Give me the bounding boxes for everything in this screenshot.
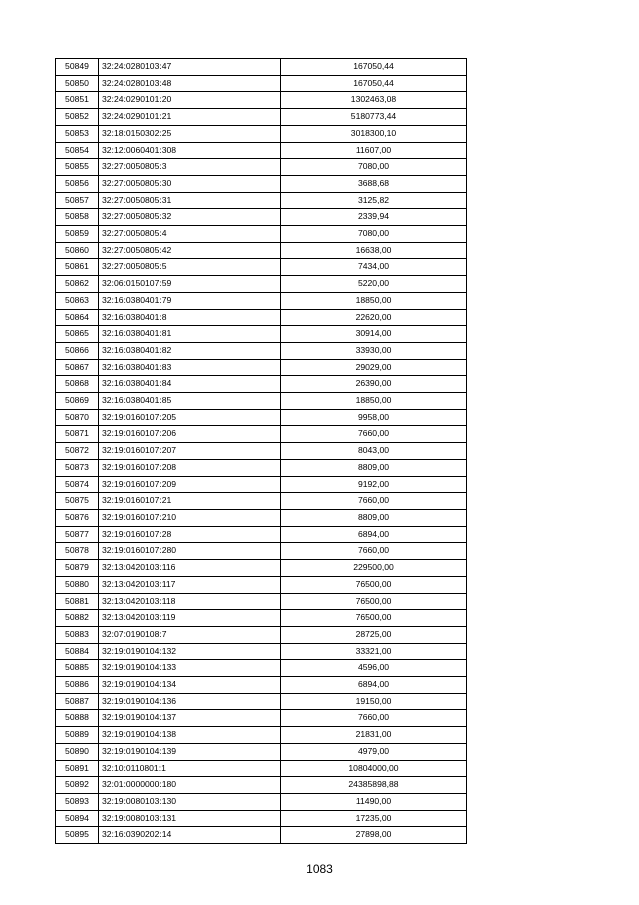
row-number-cell: 50884 [56,643,99,660]
table-row [56,576,467,593]
table-row [56,292,467,309]
table-row [56,710,467,727]
cadastral-number-cell: 32:19:0190104:136 [99,693,281,710]
row-number-cell: 50850 [56,75,99,92]
cadastral-number-cell: 32:13:0420103:119 [99,610,281,627]
cadastral-number-cell: 32:16:0380401:81 [99,326,281,343]
row-number-cell: 50855 [56,159,99,176]
table-row [56,109,467,126]
cadastral-number-cell: 32:27:0050805:3 [99,159,281,176]
value-cell: 2339,94 [281,209,467,226]
records-table-body [56,59,467,844]
table-row [56,242,467,259]
cadastral-number-cell: 32:19:0160107:208 [99,459,281,476]
table-row [56,560,467,577]
cadastral-number-cell: 32:27:0050805:4 [99,226,281,243]
value-cell: 29029,00 [281,359,467,376]
value-cell: 21831,00 [281,727,467,744]
row-number-cell: 50849 [56,59,99,76]
value-cell: 27898,00 [281,827,467,844]
row-number-cell: 50863 [56,292,99,309]
value-cell: 7080,00 [281,226,467,243]
row-number-cell: 50865 [56,326,99,343]
value-cell: 10804000,00 [281,760,467,777]
table-row [56,643,467,660]
row-number-cell: 50875 [56,493,99,510]
value-cell: 22620,00 [281,309,467,326]
row-number-cell: 50854 [56,142,99,159]
cadastral-number-cell: 32:16:0380401:85 [99,393,281,410]
table-row [56,92,467,109]
table-row [56,777,467,794]
value-cell: 17235,00 [281,810,467,827]
row-number-cell: 50862 [56,276,99,293]
cadastral-number-cell: 32:19:0160107:280 [99,543,281,560]
value-cell: 24385898,88 [281,777,467,794]
table-row [56,75,467,92]
row-number-cell: 50867 [56,359,99,376]
row-number-cell: 50890 [56,743,99,760]
value-cell: 167050,44 [281,75,467,92]
value-cell: 229500,00 [281,560,467,577]
value-cell: 4979,00 [281,743,467,760]
value-cell: 11490,00 [281,793,467,810]
value-cell: 28725,00 [281,626,467,643]
row-number-cell: 50870 [56,409,99,426]
value-cell: 76500,00 [281,593,467,610]
cadastral-number-cell: 32:16:0380401:83 [99,359,281,376]
cadastral-number-cell: 32:24:0280103:47 [99,59,281,76]
table-row [56,693,467,710]
table-row [56,610,467,627]
cadastral-number-cell: 32:24:0290101:21 [99,109,281,126]
cadastral-number-cell: 32:27:0050805:31 [99,192,281,209]
cadastral-number-cell: 32:01:0000000:180 [99,777,281,794]
table-row [56,142,467,159]
cadastral-number-cell: 32:27:0050805:5 [99,259,281,276]
row-number-cell: 50893 [56,793,99,810]
cadastral-number-cell: 32:13:0420103:116 [99,560,281,577]
value-cell: 76500,00 [281,576,467,593]
value-cell: 8809,00 [281,509,467,526]
table-row [56,393,467,410]
cadastral-number-cell: 32:19:0160107:21 [99,493,281,510]
value-cell: 33930,00 [281,342,467,359]
table-row [56,426,467,443]
table-row [56,476,467,493]
table-row [56,827,467,844]
table-row [56,209,467,226]
cadastral-number-cell: 32:19:0190104:134 [99,677,281,694]
table-row [56,760,467,777]
value-cell: 3018300,10 [281,125,467,142]
row-number-cell: 50852 [56,109,99,126]
row-number-cell: 50853 [56,125,99,142]
row-number-cell: 50856 [56,175,99,192]
table-row [56,677,467,694]
cadastral-number-cell: 32:07:0190108:7 [99,626,281,643]
cadastral-number-cell: 32:19:0160107:207 [99,443,281,460]
row-number-cell: 50889 [56,727,99,744]
table-row [56,810,467,827]
row-number-cell: 50866 [56,342,99,359]
row-number-cell: 50885 [56,660,99,677]
value-cell: 9192,00 [281,476,467,493]
cadastral-number-cell: 32:19:0160107:28 [99,526,281,543]
row-number-cell: 50874 [56,476,99,493]
row-number-cell: 50891 [56,760,99,777]
row-number-cell: 50871 [56,426,99,443]
cadastral-number-cell: 32:27:0050805:42 [99,242,281,259]
value-cell: 7080,00 [281,159,467,176]
cadastral-number-cell: 32:19:0160107:206 [99,426,281,443]
row-number-cell: 50879 [56,560,99,577]
value-cell: 33321,00 [281,643,467,660]
table-row [56,342,467,359]
cadastral-number-cell: 32:19:0190104:138 [99,727,281,744]
cadastral-number-cell: 32:16:0380401:84 [99,376,281,393]
cadastral-number-cell: 32:13:0420103:118 [99,593,281,610]
table-row [56,59,467,76]
row-number-cell: 50861 [56,259,99,276]
cadastral-number-cell: 32:24:0280103:48 [99,75,281,92]
table-row [56,259,467,276]
page-number: 1083 [306,862,333,876]
cadastral-number-cell: 32:19:0190104:133 [99,660,281,677]
row-number-cell: 50868 [56,376,99,393]
cadastral-number-cell: 32:13:0420103:117 [99,576,281,593]
table-row [56,159,467,176]
cadastral-number-cell: 32:06:0150107:59 [99,276,281,293]
row-number-cell: 50851 [56,92,99,109]
table-row [56,509,467,526]
row-number-cell: 50892 [56,777,99,794]
value-cell: 167050,44 [281,59,467,76]
row-number-cell: 50877 [56,526,99,543]
row-number-cell: 50878 [56,543,99,560]
value-cell: 1302463,08 [281,92,467,109]
table-row [56,727,467,744]
value-cell: 7660,00 [281,543,467,560]
table-row [56,309,467,326]
cadastral-number-cell: 32:10:0110801:1 [99,760,281,777]
value-cell: 3125,82 [281,192,467,209]
row-number-cell: 50872 [56,443,99,460]
value-cell: 26390,00 [281,376,467,393]
row-number-cell: 50882 [56,610,99,627]
row-number-cell: 50864 [56,309,99,326]
value-cell: 4596,00 [281,660,467,677]
table-row [56,593,467,610]
row-number-cell: 50858 [56,209,99,226]
table-row [56,376,467,393]
table-row [56,526,467,543]
value-cell: 8809,00 [281,459,467,476]
cadastral-number-cell: 32:18:0150302:25 [99,125,281,142]
table-row [56,226,467,243]
value-cell: 6894,00 [281,526,467,543]
table-row [56,326,467,343]
table-row [56,459,467,476]
row-number-cell: 50873 [56,459,99,476]
cadastral-number-cell: 32:27:0050805:30 [99,175,281,192]
table-row [56,192,467,209]
cadastral-number-cell: 32:19:0160107:209 [99,476,281,493]
row-number-cell: 50888 [56,710,99,727]
row-number-cell: 50881 [56,593,99,610]
cadastral-number-cell: 32:16:0390202:14 [99,827,281,844]
cadastral-number-cell: 32:27:0050805:32 [99,209,281,226]
cadastral-number-cell: 32:19:0190104:139 [99,743,281,760]
cadastral-number-cell: 32:19:0080103:130 [99,793,281,810]
cadastral-number-cell: 32:19:0160107:205 [99,409,281,426]
table-row [56,125,467,142]
row-number-cell: 50857 [56,192,99,209]
table-row [56,443,467,460]
value-cell: 9958,00 [281,409,467,426]
cadastral-number-cell: 32:19:0190104:137 [99,710,281,727]
table-row [56,175,467,192]
table-row [56,409,467,426]
row-number-cell: 50859 [56,226,99,243]
table-row [56,660,467,677]
row-number-cell: 50895 [56,827,99,844]
table-row [56,793,467,810]
cadastral-number-cell: 32:19:0190104:132 [99,643,281,660]
value-cell: 7434,00 [281,259,467,276]
table-row [56,743,467,760]
value-cell: 76500,00 [281,610,467,627]
value-cell: 7660,00 [281,493,467,510]
value-cell: 8043,00 [281,443,467,460]
cadastral-number-cell: 32:16:0380401:8 [99,309,281,326]
value-cell: 3688,68 [281,175,467,192]
cadastral-number-cell: 32:19:0160107:210 [99,509,281,526]
row-number-cell: 50869 [56,393,99,410]
value-cell: 11607,00 [281,142,467,159]
row-number-cell: 50886 [56,677,99,694]
cadastral-number-cell: 32:19:0080103:131 [99,810,281,827]
records-table [55,58,467,844]
row-number-cell: 50894 [56,810,99,827]
cadastral-number-cell: 32:16:0380401:79 [99,292,281,309]
table-row [56,543,467,560]
value-cell: 5220,00 [281,276,467,293]
row-number-cell: 50883 [56,626,99,643]
table-row [56,493,467,510]
value-cell: 16638,00 [281,242,467,259]
value-cell: 6894,00 [281,677,467,694]
row-number-cell: 50887 [56,693,99,710]
row-number-cell: 50876 [56,509,99,526]
table-row [56,276,467,293]
value-cell: 18850,00 [281,292,467,309]
table-row [56,626,467,643]
cadastral-number-cell: 32:12:0060401:308 [99,142,281,159]
cadastral-number-cell: 32:24:0290101:20 [99,92,281,109]
value-cell: 19150,00 [281,693,467,710]
value-cell: 7660,00 [281,710,467,727]
cadastral-number-cell: 32:16:0380401:82 [99,342,281,359]
row-number-cell: 50880 [56,576,99,593]
value-cell: 5180773,44 [281,109,467,126]
row-number-cell: 50860 [56,242,99,259]
value-cell: 7660,00 [281,426,467,443]
value-cell: 30914,00 [281,326,467,343]
table-row [56,359,467,376]
value-cell: 18850,00 [281,393,467,410]
